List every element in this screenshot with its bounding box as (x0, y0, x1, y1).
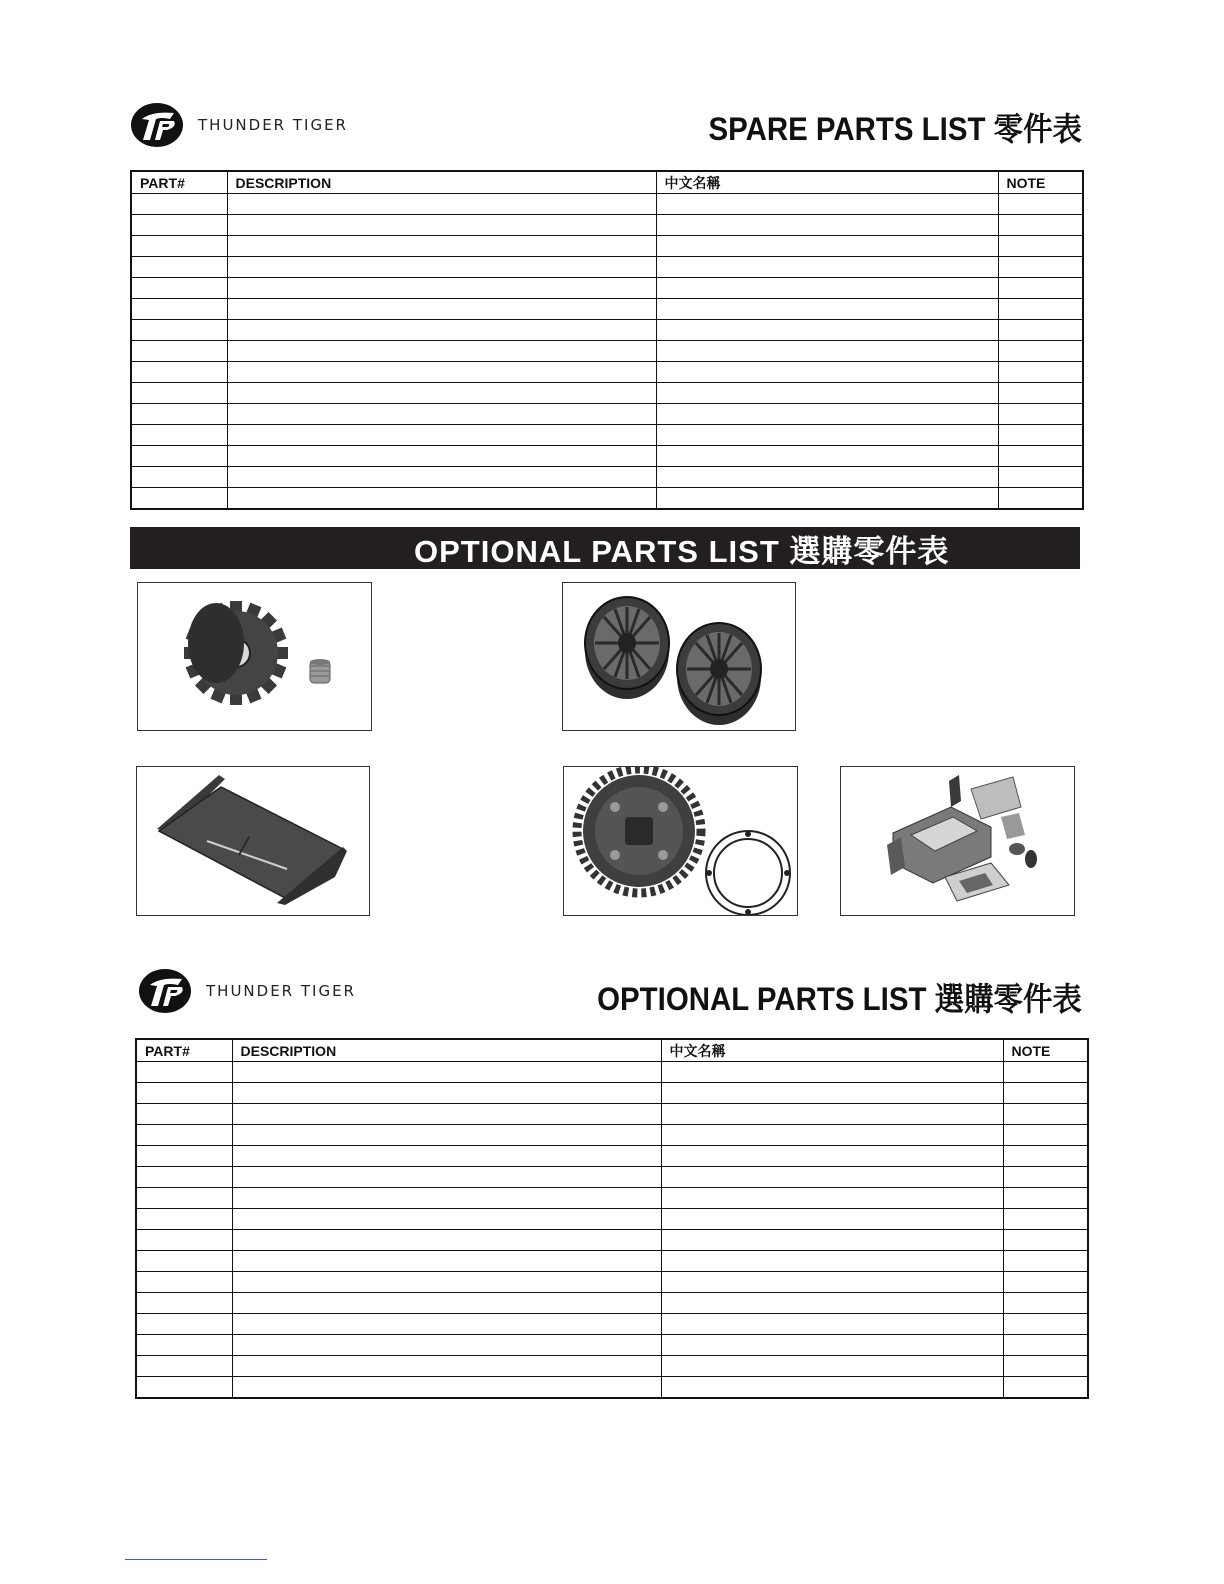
col-part-number: PART# (131, 171, 227, 194)
optional-banner-title: OPTIONAL PARTS LIST 選購零件表 (414, 533, 950, 569)
col-note: NOTE (1003, 1039, 1088, 1062)
table-row (136, 1188, 1088, 1209)
table-row (136, 1104, 1088, 1125)
table-row (136, 1335, 1088, 1356)
table-row (136, 1125, 1088, 1146)
table-row (136, 1062, 1088, 1083)
photo-pinion-gear (137, 582, 372, 731)
gasket-icon (706, 831, 790, 915)
table-row (136, 1083, 1088, 1104)
col-note: NOTE (998, 171, 1083, 194)
wheel-rims-icon (563, 583, 795, 730)
col-description: DESCRIPTION (232, 1039, 661, 1062)
table-header-row (136, 1039, 1088, 1062)
table-row (131, 467, 1083, 488)
table-row (131, 320, 1083, 341)
table-row (131, 236, 1083, 257)
table-row (136, 1251, 1088, 1272)
thunder-tiger-logo-icon (130, 102, 186, 148)
table-row (131, 425, 1083, 446)
table-row (131, 383, 1083, 404)
table-row (131, 299, 1083, 320)
table-row (131, 362, 1083, 383)
photo-wheel-rims (562, 582, 796, 731)
photo-rear-wing (136, 766, 370, 916)
table-row (131, 488, 1083, 510)
spur-gear-icon (564, 767, 797, 915)
col-chinese-name: 中文名稱 (656, 171, 998, 194)
table-row (131, 257, 1083, 278)
spare-parts-table (130, 170, 1084, 510)
pinion-gear-icon (138, 583, 371, 730)
table-row (131, 194, 1083, 215)
col-chinese-name: 中文名稱 (661, 1039, 1003, 1062)
table-row (136, 1209, 1088, 1230)
optional-parts-table (135, 1038, 1089, 1399)
table-row (131, 404, 1083, 425)
brand-name: THUNDER TIGER (198, 116, 348, 134)
table-row (136, 1356, 1088, 1377)
table-row (136, 1272, 1088, 1293)
brand-header-bottom (138, 968, 356, 1014)
brand-header-top (130, 102, 348, 148)
optional-parts-rows (136, 1062, 1088, 1399)
table-row (136, 1314, 1088, 1335)
footer-link-underline[interactable] (125, 1558, 267, 1560)
table-row (136, 1167, 1088, 1188)
table-row (131, 341, 1083, 362)
rear-wing-icon (137, 767, 369, 915)
set-screw-icon (310, 659, 330, 683)
spare-parts-heading: SPARE PARTS LIST 零件表 (708, 111, 1082, 147)
table-row (131, 446, 1083, 467)
col-part-number: PART# (136, 1039, 232, 1062)
spare-parts-rows (131, 194, 1083, 510)
table-header-row (131, 171, 1083, 194)
table-row (131, 278, 1083, 299)
optional-parts-heading: OPTIONAL PARTS LIST 選購零件表 (597, 981, 1082, 1017)
col-description: DESCRIPTION (227, 171, 656, 194)
optional-parts-banner (130, 527, 1080, 569)
brand-name: THUNDER TIGER (206, 982, 356, 1000)
table-row (136, 1146, 1088, 1167)
table-row (136, 1377, 1088, 1399)
thunder-tiger-logo-icon (138, 968, 194, 1014)
photo-interior-parts (840, 766, 1075, 916)
table-row (136, 1293, 1088, 1314)
photo-spur-gear (563, 766, 798, 916)
interior-parts-icon (841, 767, 1074, 915)
table-row (136, 1230, 1088, 1251)
table-row (131, 215, 1083, 236)
